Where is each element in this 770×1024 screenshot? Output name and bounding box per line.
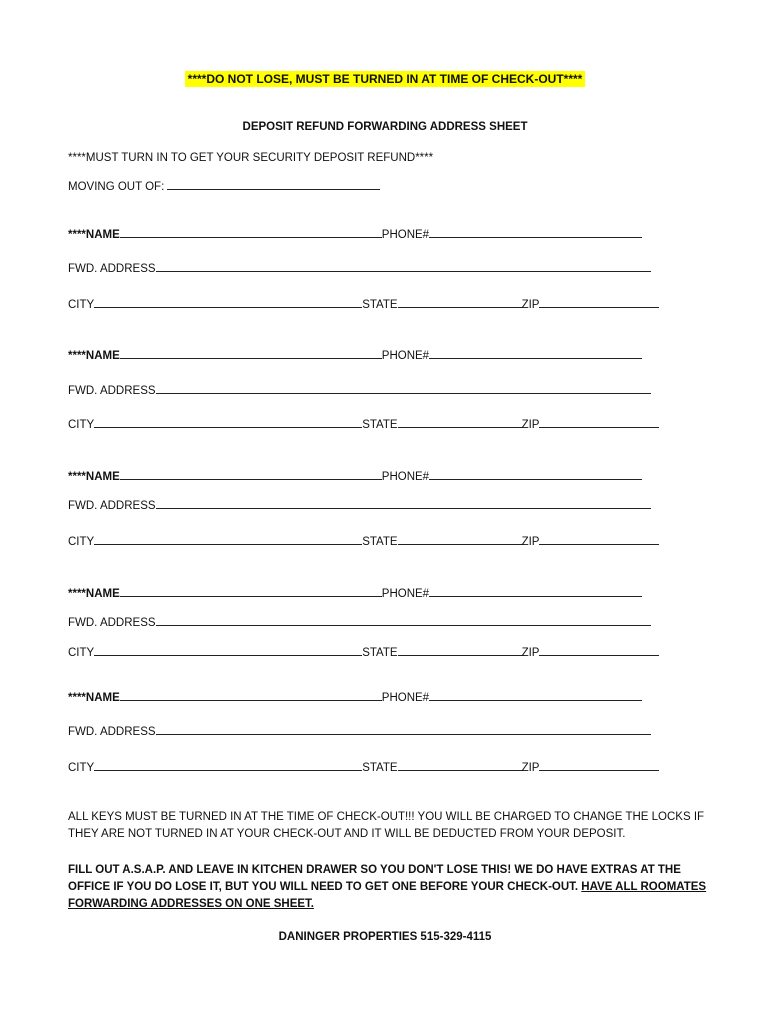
warning-banner: ****DO NOT LOSE, MUST BE TURNED IN AT TIME OF CHECK-OUT**** (185, 71, 586, 87)
phone-label: PHONE# (381, 588, 430, 600)
fill-out-text: FILL OUT A.S.A.P. AND LEAVE IN KITCHEN DRAWER SO YOU DON'T LOSE THIS! WE DO HAVE EXTRAS AT THE OFFICE IF YOU DO LOSE IT, BUT YOU WILL NEED TO GET ONE BEFORE YOUR CHECK-OUT. (68, 864, 681, 893)
address-row (68, 260, 651, 276)
address-label: FWD. ADDRESS (68, 263, 156, 275)
city-field[interactable] (94, 759, 362, 771)
city-state-zip-row (68, 759, 659, 775)
name-prefix: **** (68, 350, 86, 362)
zip-label: ZIP (521, 299, 540, 311)
address-label: FWD. ADDRESS (68, 385, 156, 397)
name-phone-row (68, 585, 642, 601)
city-state-zip-row (68, 533, 659, 549)
address-row (68, 497, 651, 513)
phone-field[interactable] (429, 468, 642, 480)
address-label: FWD. ADDRESS (68, 500, 156, 512)
state-label: STATE (362, 419, 398, 431)
city-label: CITY (68, 419, 95, 431)
city-state-zip-row (68, 296, 659, 312)
state-label: STATE (362, 762, 398, 774)
name-label (68, 692, 120, 704)
name-prefix: **** (68, 229, 86, 241)
phone-field[interactable] (429, 585, 642, 597)
name-prefix: **** (68, 471, 86, 483)
city-field[interactable] (94, 533, 362, 545)
fill-out-notice (68, 862, 713, 913)
state-field[interactable] (398, 416, 522, 428)
name-field[interactable] (120, 585, 382, 597)
name-field[interactable] (120, 689, 382, 701)
phone-field[interactable] (429, 226, 642, 238)
name-label (68, 350, 120, 362)
city-label: CITY (68, 762, 95, 774)
name-phone-row (68, 468, 642, 484)
zip-label: ZIP (521, 762, 540, 774)
phone-label: PHONE# (381, 229, 430, 241)
moving-out-row (68, 178, 380, 193)
name-prefix: **** (68, 692, 86, 704)
city-state-zip-row (68, 644, 659, 660)
state-field[interactable] (398, 759, 522, 771)
phone-label: PHONE# (381, 471, 430, 483)
state-field[interactable] (398, 644, 522, 656)
address-field[interactable] (156, 723, 651, 735)
document-title: DEPOSIT REFUND FORWARDING ADDRESS SHEET (242, 121, 528, 133)
state-field[interactable] (398, 296, 522, 308)
zip-field[interactable] (539, 644, 659, 656)
name-label-text: NAME (85, 350, 120, 362)
address-field[interactable] (156, 614, 651, 626)
zip-label: ZIP (521, 419, 540, 431)
city-state-zip-row (68, 416, 659, 432)
name-label-text: NAME (85, 692, 120, 704)
zip-label: ZIP (521, 536, 540, 548)
city-label: CITY (68, 536, 95, 548)
name-phone-row (68, 347, 642, 363)
zip-field[interactable] (539, 416, 659, 428)
moving-out-field[interactable] (167, 178, 380, 190)
address-row (68, 723, 651, 739)
city-field[interactable] (94, 296, 362, 308)
state-label: STATE (362, 536, 398, 548)
city-field[interactable] (94, 416, 362, 428)
address-field[interactable] (156, 497, 651, 509)
name-phone-row (68, 226, 642, 242)
address-label: FWD. ADDRESS (68, 617, 156, 629)
address-label: FWD. ADDRESS (68, 726, 156, 738)
moving-out-label: MOVING OUT OF: (68, 181, 165, 193)
address-row (68, 382, 651, 398)
name-label (68, 471, 120, 483)
city-field[interactable] (94, 644, 362, 656)
phone-field[interactable] (429, 689, 642, 701)
name-phone-row (68, 689, 642, 705)
zip-field[interactable] (539, 296, 659, 308)
name-label (68, 229, 120, 241)
city-label: CITY (68, 647, 95, 659)
state-field[interactable] (398, 533, 522, 545)
state-label: STATE (362, 647, 398, 659)
address-field[interactable] (156, 260, 651, 272)
banner-row (0, 71, 770, 87)
name-label (68, 588, 120, 600)
name-label-text: NAME (85, 588, 120, 600)
zip-field[interactable] (539, 759, 659, 771)
name-label-text: NAME (85, 471, 120, 483)
name-field[interactable] (120, 226, 382, 238)
name-label-text: NAME (85, 229, 120, 241)
zip-label: ZIP (521, 647, 540, 659)
address-row (68, 614, 651, 630)
name-field[interactable] (120, 468, 382, 480)
state-label: STATE (362, 299, 398, 311)
phone-field[interactable] (429, 347, 642, 359)
address-field[interactable] (156, 382, 651, 394)
phone-label: PHONE# (381, 350, 430, 362)
phone-label: PHONE# (381, 692, 430, 704)
zip-field[interactable] (539, 533, 659, 545)
fill-out-emphasis: HAVE ALL ROOMATES FORWARDING ADDRESSES ON ONE SHEET. (68, 881, 707, 910)
city-label: CITY (68, 299, 95, 311)
footer-contact: DANINGER PROPERTIES 515-329-4115 (278, 931, 492, 943)
keys-notice: ALL KEYS MUST BE TURNED IN AT THE TIME OF CHECK-OUT!!! YOU WILL BE CHARGED TO CHANGE THE LOCKS IF THEY ARE NOT TURNED IN AT YOUR CHECK-OUT AND IT WILL BE DEDUCTED FROM YOUR DEPOSIT. (68, 811, 705, 840)
name-field[interactable] (120, 347, 382, 359)
document-subtitle: ****MUST TURN IN TO GET YOUR SECURITY DEPOSIT REFUND**** (68, 152, 434, 164)
name-prefix: **** (68, 588, 86, 600)
